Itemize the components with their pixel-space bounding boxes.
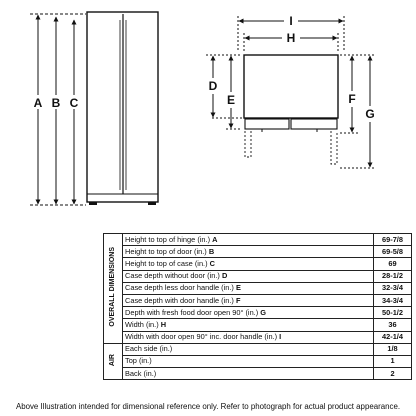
fridge-foot-left — [89, 202, 97, 205]
table-cell-label: Height to top of case (in.) C — [123, 258, 374, 270]
table-row — [104, 355, 412, 367]
dimension-letter: F — [235, 295, 241, 305]
table-cell-value: 50-1/2 — [374, 307, 412, 319]
table-cell-value: 1/8 — [374, 343, 412, 355]
table-cell-value: 69 — [374, 258, 412, 270]
table-row — [104, 319, 412, 331]
table-row — [104, 258, 412, 270]
table-cell-label: Case depth with door handle (in.) F — [123, 294, 374, 306]
table-cell-label: Case depth less door handle (in.) E — [123, 282, 374, 294]
table-row — [104, 234, 412, 246]
table-cell-label: Height to top of door (in.) B — [123, 246, 374, 258]
top-view — [244, 55, 338, 164]
door-swing-right — [331, 131, 337, 164]
dimension-letter: G — [260, 307, 266, 317]
table-cell-value: 69-5/8 — [374, 246, 412, 258]
dimensions-table — [103, 233, 412, 380]
table-cell-value: 36 — [374, 319, 412, 331]
table-cell-value: 32-3/4 — [374, 282, 412, 294]
top-case — [244, 55, 338, 118]
label-a: A — [33, 96, 43, 110]
table-cell-value: 69-7/8 — [374, 234, 412, 246]
table-cell-label: Case depth without door (in.) D — [123, 270, 374, 282]
dimension-letter: D — [221, 271, 228, 281]
table-cell-value: 28-1/2 — [374, 270, 412, 282]
table-cell-value: 2 — [374, 368, 412, 380]
footnote: Above Illustration intended for dimensional reference only. Refer to photograph for actual product appearance. — [15, 402, 401, 411]
table-row — [104, 331, 412, 343]
table-group-label: AIR — [104, 343, 123, 380]
table-row — [104, 294, 412, 306]
top-door-right — [291, 119, 337, 129]
table-row — [104, 343, 412, 355]
label-e: E — [226, 93, 236, 107]
table-row — [104, 270, 412, 282]
dimension-letter: H — [160, 319, 167, 329]
table-cell-label: Depth with fresh food door open 90° (in.) G — [123, 307, 374, 319]
label-c: C — [69, 96, 79, 110]
dimension-letter: B — [208, 246, 215, 256]
dimension-letter: A — [212, 234, 218, 244]
dimension-letter: E — [235, 283, 241, 293]
label-d: D — [208, 79, 218, 93]
table-row — [104, 246, 412, 258]
dimension-letter: C — [209, 258, 215, 268]
table-row — [104, 368, 412, 380]
dimension-letter: I — [279, 332, 282, 342]
table-cell-label: Top (in.) — [123, 355, 374, 367]
table-row — [104, 282, 412, 294]
fridge-foot-right — [148, 202, 156, 205]
door-swing-left — [245, 131, 251, 157]
table-row — [104, 307, 412, 319]
table-cell-value: 34-3/4 — [374, 294, 412, 306]
table-cell-label: Height to top of hinge (in.) A — [123, 234, 374, 246]
table-group-label: OVERALL DIMENSIONS — [104, 234, 123, 344]
label-i: I — [289, 14, 293, 28]
table-cell-value: 1 — [374, 355, 412, 367]
table-cell-label: Width (in.) H — [123, 319, 374, 331]
table-cell-label: Each side (in.) — [123, 343, 374, 355]
label-g: G — [365, 107, 375, 121]
label-h: H — [286, 31, 296, 45]
label-b: B — [51, 96, 61, 110]
top-door-left — [245, 119, 289, 129]
front-view — [87, 12, 158, 205]
table-cell-value: 42-1/4 — [374, 331, 412, 343]
label-f: F — [348, 92, 356, 106]
table-cell-label: Width with door open 90° inc. door handle (in.) I — [123, 331, 374, 343]
table-cell-label: Back (in.) — [123, 368, 374, 380]
